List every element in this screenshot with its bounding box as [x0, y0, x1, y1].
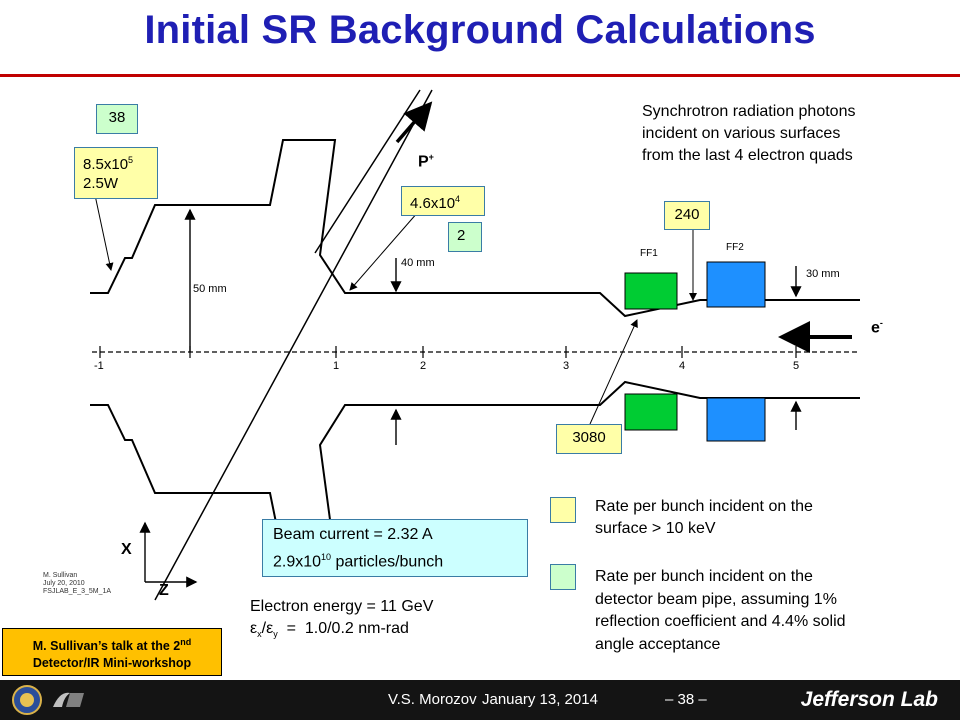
rate-box-flux-midstream: $4.6x10^4$	[401, 186, 485, 216]
footer-bar	[0, 680, 960, 720]
ff1-upper-magnet	[625, 273, 677, 309]
credit-line: July 20, 2010	[43, 580, 85, 587]
rate-box-2: 2	[448, 222, 482, 252]
ff2-upper-magnet	[707, 262, 765, 307]
description-line: from the last 4 electron quads	[642, 147, 853, 164]
dim-30mm-label: 30 mm	[806, 268, 840, 280]
ff1-label: FF1	[640, 248, 658, 259]
flux-upstream-value: $8.5x10^5$	[83, 155, 134, 173]
beam-current: Beam current = 2.32 A	[273, 526, 433, 543]
legend-line: Rate per bunch incident on the	[595, 568, 813, 585]
footer-presenter: V.S. Morozov	[388, 691, 477, 708]
legend-line: detector beam pipe, assuming 1%	[595, 590, 837, 608]
description-line: incident on various surfaces	[642, 125, 841, 142]
legend-yellow-swatch	[550, 497, 576, 523]
workshop-note-line: Detector/IR Mini-workshop	[32, 656, 192, 671]
tick-label: -1	[94, 360, 104, 372]
legend-yellow-text	[595, 496, 813, 540]
energy-text	[250, 596, 433, 645]
rate-box-240: 240	[664, 201, 710, 230]
footer-brand-logo: Jefferson Lab	[800, 688, 938, 711]
leader-flux1	[95, 195, 111, 270]
ff2-label: FF2	[726, 242, 744, 253]
credit-line: M. Sullivan	[43, 572, 78, 579]
dim-40mm-label: 40 mm	[401, 257, 435, 269]
legend-line: reflection coefficient and 4.4% solid	[595, 613, 846, 630]
tick-label: 4	[679, 360, 686, 372]
legend-line: surface > 10 keV	[595, 520, 716, 537]
tick-label: 2	[420, 360, 427, 372]
electron-energy: Electron energy = 11 GeV	[250, 598, 434, 615]
tick-label: 3	[563, 360, 570, 372]
flux-upstream-power: 2.5W	[83, 175, 119, 192]
credit-line: FSJLAB_E_3_5M_1A	[43, 588, 112, 595]
tick-label: 1	[333, 360, 340, 372]
electron-label: e-	[871, 318, 883, 337]
footer-page-number: – 38 –	[665, 691, 707, 708]
coord-x-label: X	[121, 541, 132, 558]
footer-date: January 13, 2014	[482, 691, 598, 708]
proton-label: P+	[418, 152, 434, 171]
beam-particles: $2.9x10^{10}$ particles/bunch	[273, 552, 444, 571]
emittance-ratio: $\varepsilon_x/\varepsilon_y = 1.0/0.2$ nm-rad	[250, 620, 409, 640]
ff1-lower-magnet	[625, 394, 677, 430]
legend-line: Rate per bunch incident on the	[595, 498, 813, 515]
beam-parameters-box	[262, 519, 528, 577]
dim-50mm-label: 50 mm	[193, 283, 227, 295]
tick-label: 5	[793, 360, 800, 372]
slide-title: Initial SR Background Calculations	[144, 8, 816, 52]
description-text	[642, 101, 855, 167]
description-line: Synchrotron radiation photons	[642, 103, 856, 120]
legend-green-swatch	[550, 564, 576, 590]
seal-logo-icon	[10, 684, 44, 716]
legend-line: angle acceptance	[595, 635, 721, 653]
rate-box-3080: 3080	[556, 424, 622, 454]
rate-box-flux-upstream	[74, 147, 158, 199]
workshop-note-line: M. Sullivan’s talk at the 2nd	[32, 637, 192, 654]
workshop-note	[2, 628, 222, 676]
ff2-lower-magnet	[707, 398, 765, 441]
credit-text	[43, 572, 111, 596]
proton-arrow	[397, 104, 430, 142]
legend-green-text	[595, 566, 846, 656]
rate-box-38: 38	[96, 104, 138, 134]
coord-z-label: Z	[159, 582, 169, 599]
jsa-logo-icon	[50, 687, 90, 713]
